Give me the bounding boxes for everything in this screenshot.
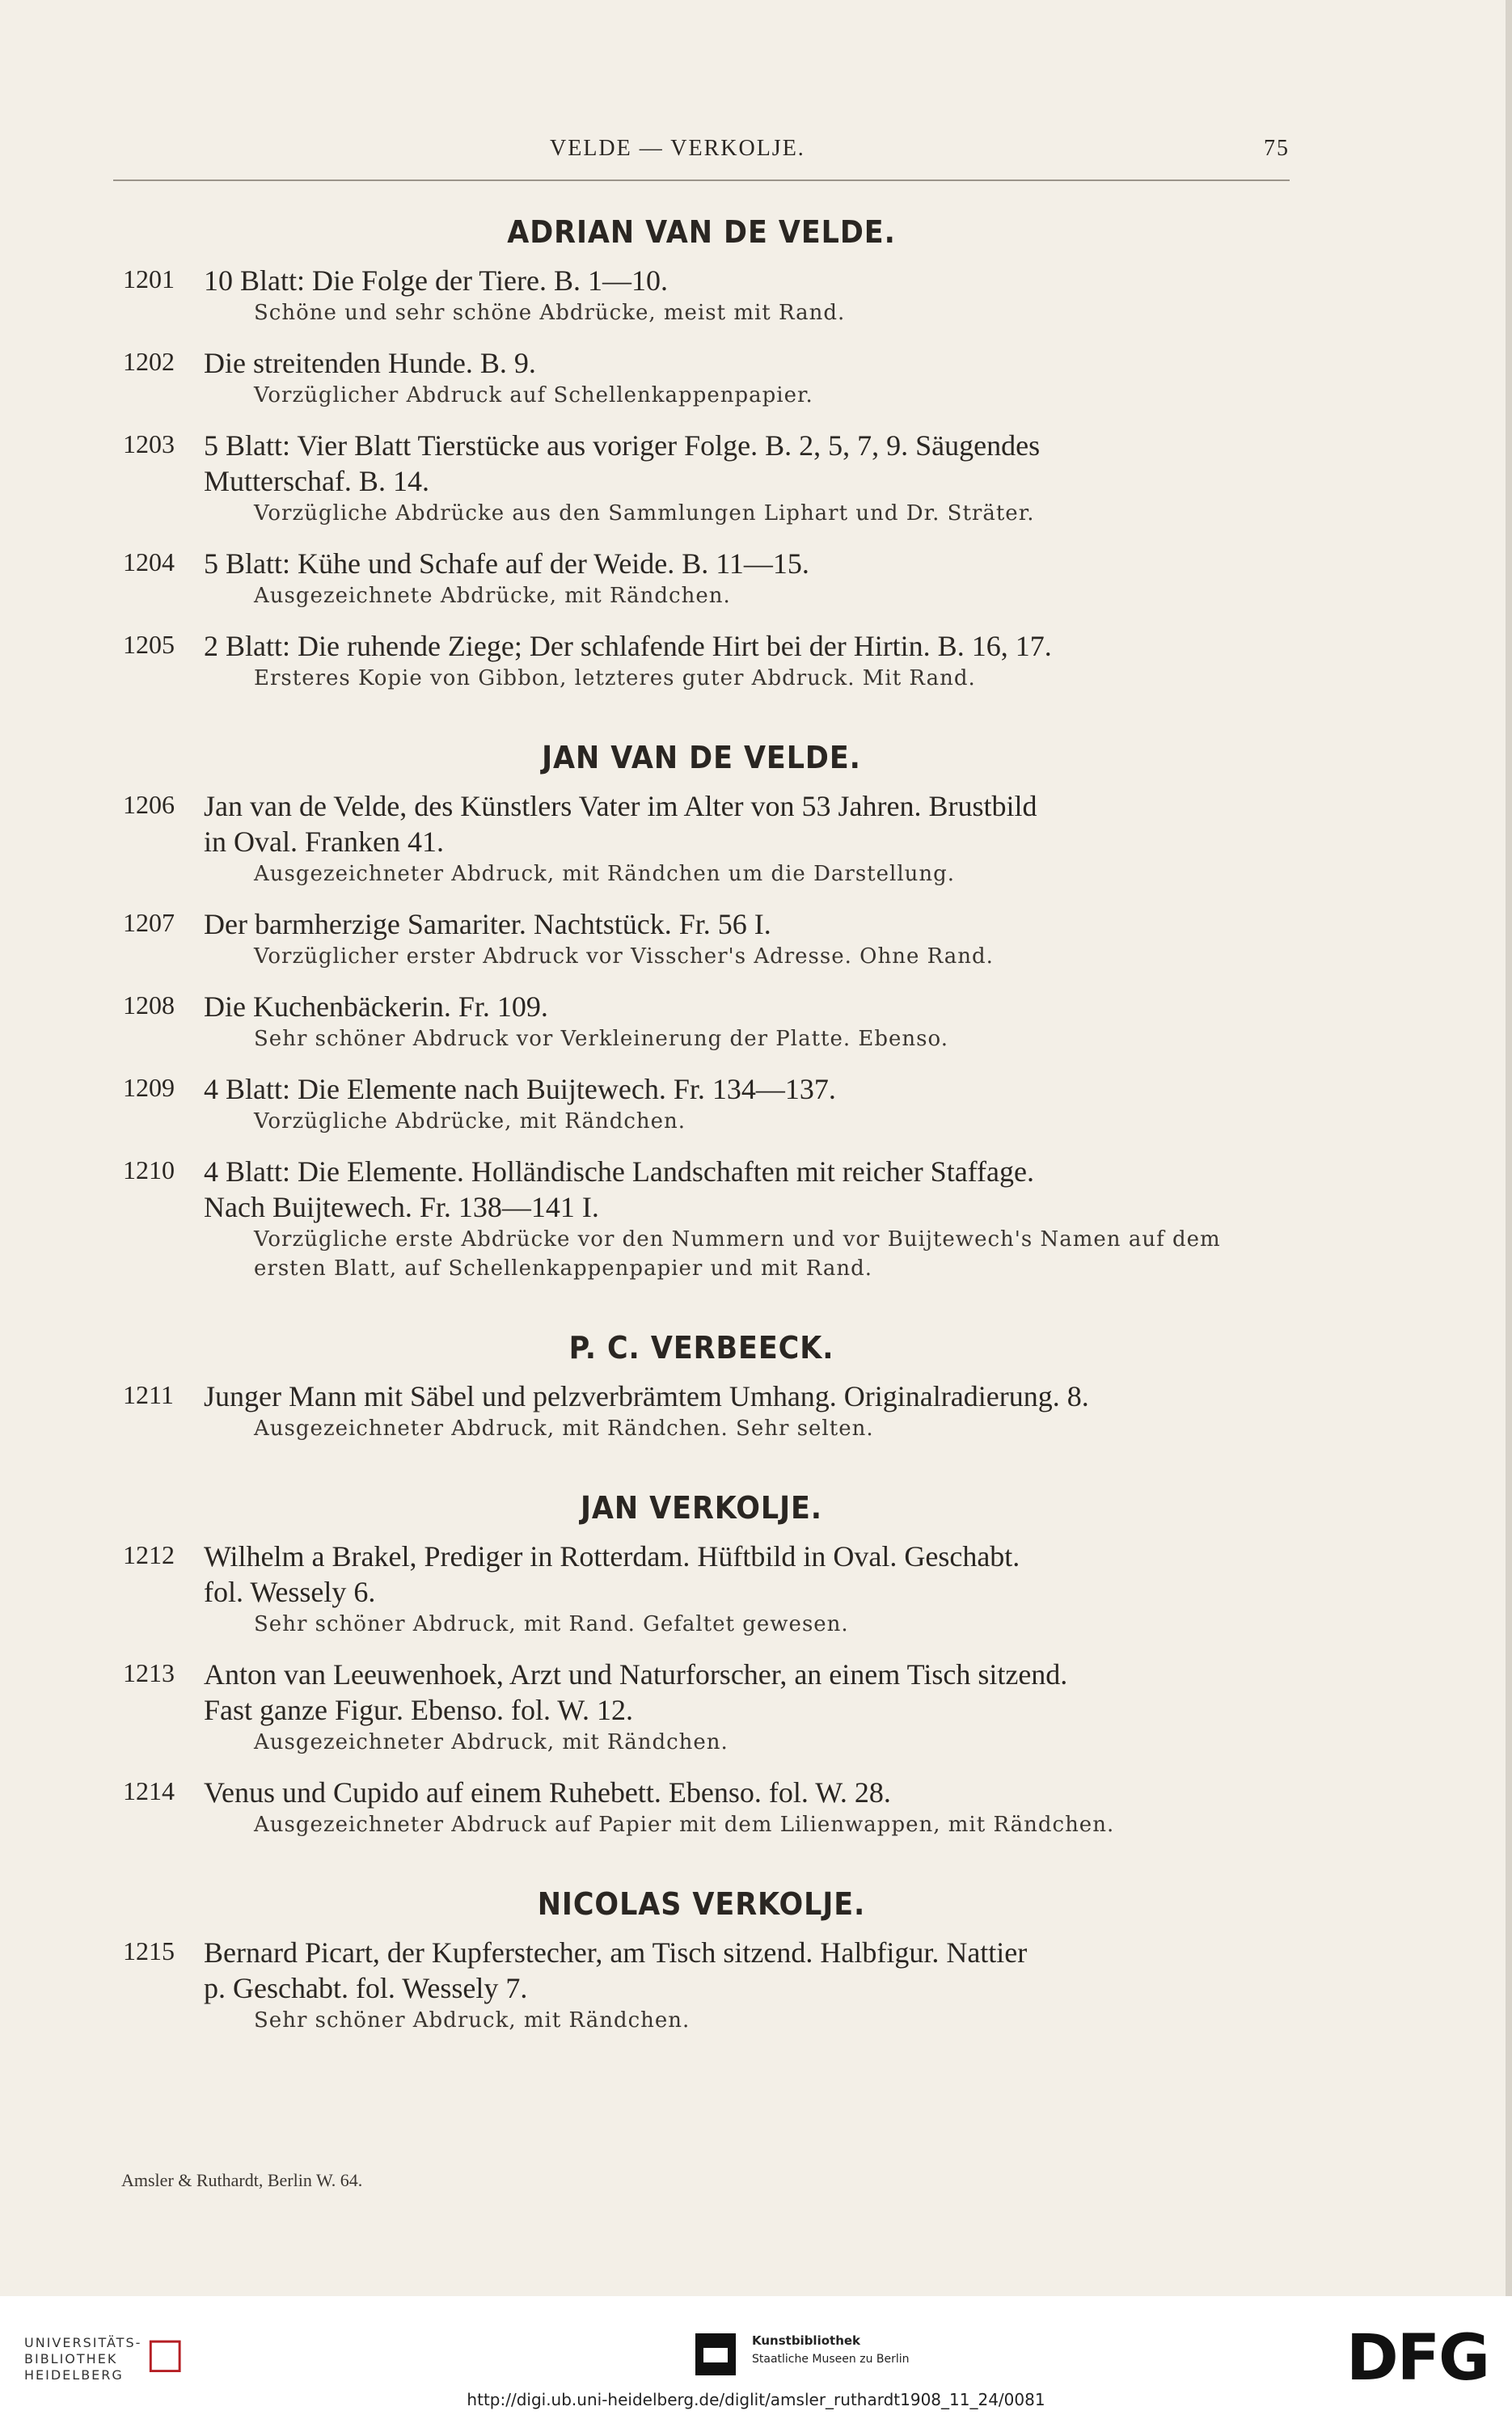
section-gap bbox=[113, 1301, 1290, 1330]
uni-line: BIBLIOTHEK bbox=[24, 2351, 118, 2366]
entry-number: 1211 bbox=[123, 1380, 174, 1409]
entry-text: p. Geschabt. fol. Wessely 7. bbox=[204, 1972, 528, 2004]
catalog-entry bbox=[113, 1657, 1290, 1757]
entry-text: 2 Blatt: Die ruhende Ziege; Der schlafende Hirt bei der Hirtin. B. 16, 17. bbox=[204, 630, 1052, 662]
entry-text: 5 Blatt: Vier Blatt Tierstücke aus voriger Folge. B. 2, 5, 7, 9. Säugendes bbox=[204, 429, 1041, 462]
kb-title: Kunstbibliothek bbox=[752, 2333, 861, 2348]
catalog-entry bbox=[113, 628, 1290, 693]
catalog-entry bbox=[113, 546, 1290, 610]
entry-text: Fast ganze Figur. Ebenso. fol. W. 12. bbox=[204, 1694, 633, 1726]
university-logo-icon: ☐ bbox=[146, 2332, 185, 2383]
entry-note: Ausgezeichneter Abdruck auf Papier mit dem Lilienwappen, mit Rändchen. bbox=[254, 1813, 1115, 1837]
page-edge bbox=[1506, 0, 1512, 2296]
entry-number: 1205 bbox=[123, 630, 175, 659]
page-number: 75 bbox=[1264, 136, 1290, 161]
entry-text: Junger Mann mit Säbel und pelzverbrämtem Umhang. Originalradierung. 8. bbox=[204, 1380, 1089, 1412]
source-url-link[interactable]: http://digi.ub.uni-heidelberg.de/diglit/amsler_ruthardt1908_11_24/0081 bbox=[467, 2390, 1045, 2409]
catalog-entry bbox=[113, 345, 1290, 410]
entry-number: 1213 bbox=[123, 1658, 175, 1687]
entry-number: 1204 bbox=[123, 547, 175, 576]
kb-subtitle: Staatliche Museen zu Berlin bbox=[752, 2353, 910, 2366]
catalog-entry bbox=[113, 788, 1290, 889]
section-title: JAN VERKOLJE. bbox=[581, 1490, 822, 1526]
entry-number: 1208 bbox=[123, 990, 175, 1020]
catalog-entry bbox=[113, 428, 1290, 528]
section-gap bbox=[113, 711, 1290, 740]
entry-note: Vorzügliche Abdrücke, mit Rändchen. bbox=[254, 1109, 686, 1134]
entry-number: 1215 bbox=[123, 1936, 175, 1965]
entry-number: 1207 bbox=[123, 908, 175, 937]
university-library-label bbox=[24, 2335, 141, 2383]
catalog-entry bbox=[113, 1935, 1290, 2035]
entry-note: Ausgezeichneter Abdruck, mit Rändchen. bbox=[254, 1730, 729, 1754]
section-gap bbox=[113, 1857, 1290, 1886]
printer-imprint: Amsler & Ruthardt, Berlin W. 64. bbox=[121, 2170, 363, 2190]
entry-note: Vorzüglicher Abdruck auf Schellenkappenpapier. bbox=[254, 383, 813, 407]
entry-text: Die Kuchenbäckerin. Fr. 109. bbox=[204, 990, 548, 1023]
entry-note: Sehr schöner Abdruck vor Verkleinerung der Platte. Ebenso. bbox=[254, 1027, 948, 1051]
entry-text: Wilhelm a Brakel, Prediger in Rotterdam. Hüftbild in Oval. Geschabt. bbox=[204, 1540, 1020, 1573]
header-title: VELDE — VERKOLJE. bbox=[550, 136, 805, 161]
catalog-entry bbox=[113, 1775, 1290, 1839]
entry-number: 1210 bbox=[123, 1155, 175, 1184]
catalog-entry bbox=[113, 989, 1290, 1053]
kunstbibliothek-label bbox=[752, 2332, 910, 2368]
entry-text: 4 Blatt: Die Elemente. Holländische Landschaften mit reicher Staffage. bbox=[204, 1155, 1034, 1188]
entry-note: Vorzüglicher erster Abdruck vor Visscher's Adresse. Ohne Rand. bbox=[254, 944, 994, 969]
entry-number: 1209 bbox=[123, 1073, 175, 1102]
entry-text: Nach Buijtewech. Fr. 138—141 I. bbox=[204, 1191, 599, 1223]
catalog-entry bbox=[113, 906, 1290, 971]
catalog-entry bbox=[113, 263, 1290, 327]
entry-text: Der barmherzige Samariter. Nachtstück. Fr. 56 I. bbox=[204, 908, 771, 940]
entry-number: 1202 bbox=[123, 347, 175, 376]
section-title: NICOLAS VERKOLJE. bbox=[537, 1886, 866, 1922]
entry-text: Bernard Picart, der Kupferstecher, am Tisch sitzend. Halbfigur. Nattier bbox=[204, 1936, 1028, 1969]
entry-text: in Oval. Franken 41. bbox=[204, 825, 444, 858]
entry-number: 1201 bbox=[123, 264, 175, 293]
section-title: JAN VAN DE VELDE. bbox=[542, 740, 861, 775]
entry-note: Sehr schöner Abdruck, mit Rändchen. bbox=[254, 2008, 691, 2033]
dfg-logo: DFG bbox=[1346, 2322, 1489, 2395]
kunstbibliothek-logo-icon bbox=[695, 2333, 736, 2375]
entry-text: 10 Blatt: Die Folge der Tiere. B. 1—10. bbox=[204, 264, 668, 297]
entry-text: Venus und Cupido auf einem Ruhebett. Ebenso. fol. W. 28. bbox=[204, 1776, 891, 1809]
entry-text: Anton van Leeuwenhoek, Arzt und Naturforscher, an einem Tisch sitzend. bbox=[204, 1658, 1068, 1691]
uni-line: HEIDELBERG bbox=[24, 2367, 124, 2383]
entry-text: 5 Blatt: Kühe und Schafe auf der Weide. B. 11—15. bbox=[204, 547, 809, 580]
entry-number: 1206 bbox=[123, 790, 175, 819]
entry-text: Jan van de Velde, des Künstlers Vater im Alter von 53 Jahren. Brustbild bbox=[204, 790, 1037, 822]
entry-note: Ausgezeichneter Abdruck, mit Rändchen um die Darstellung. bbox=[254, 862, 956, 886]
entry-number: 1212 bbox=[123, 1540, 175, 1569]
catalog-entry bbox=[113, 1378, 1290, 1443]
catalog-content bbox=[113, 214, 1290, 2053]
section-title: P. C. VERBEECK. bbox=[568, 1330, 834, 1366]
catalog-entry bbox=[113, 1154, 1290, 1283]
entry-note: Vorzügliche Abdrücke aus den Sammlungen Liphart und Dr. Sträter. bbox=[254, 501, 1035, 526]
catalog-entry bbox=[113, 1539, 1290, 1639]
entry-note: Vorzügliche erste Abdrücke vor den Nummern und vor Buijtewech's Namen auf dem ersten Blatt, auf Schellenkappenpapier und mit Rand. bbox=[254, 1227, 1221, 1281]
entry-text: fol. Wessely 6. bbox=[204, 1576, 376, 1608]
running-header bbox=[113, 136, 1290, 168]
entry-text: Mutterschaf. B. 14. bbox=[204, 465, 429, 497]
entry-note: Schöne und sehr schöne Abdrücke, meist mit Rand. bbox=[254, 301, 846, 325]
entry-number: 1214 bbox=[123, 1776, 175, 1805]
catalog-entry bbox=[113, 1071, 1290, 1136]
entry-note: Ausgezeichnete Abdrücke, mit Rändchen. bbox=[254, 584, 731, 608]
entry-text: 4 Blatt: Die Elemente nach Buijtewech. Fr. 134—137. bbox=[204, 1073, 836, 1105]
header-rule bbox=[113, 179, 1290, 181]
entry-note: Ausgezeichneter Abdruck, mit Rändchen. Sehr selten. bbox=[254, 1416, 874, 1441]
uni-line: UNIVERSITÄTS- bbox=[24, 2335, 142, 2350]
section-gap bbox=[113, 1461, 1290, 1490]
entry-text: Die streitenden Hunde. B. 9. bbox=[204, 347, 536, 379]
entry-note: Sehr schöner Abdruck, mit Rand. Gefaltet gewesen. bbox=[254, 1612, 849, 1636]
entry-note: Ersteres Kopie von Gibbon, letzteres guter Abdruck. Mit Rand. bbox=[254, 666, 976, 690]
entry-number: 1203 bbox=[123, 429, 175, 458]
section-title: ADRIAN VAN DE VELDE. bbox=[507, 214, 896, 250]
